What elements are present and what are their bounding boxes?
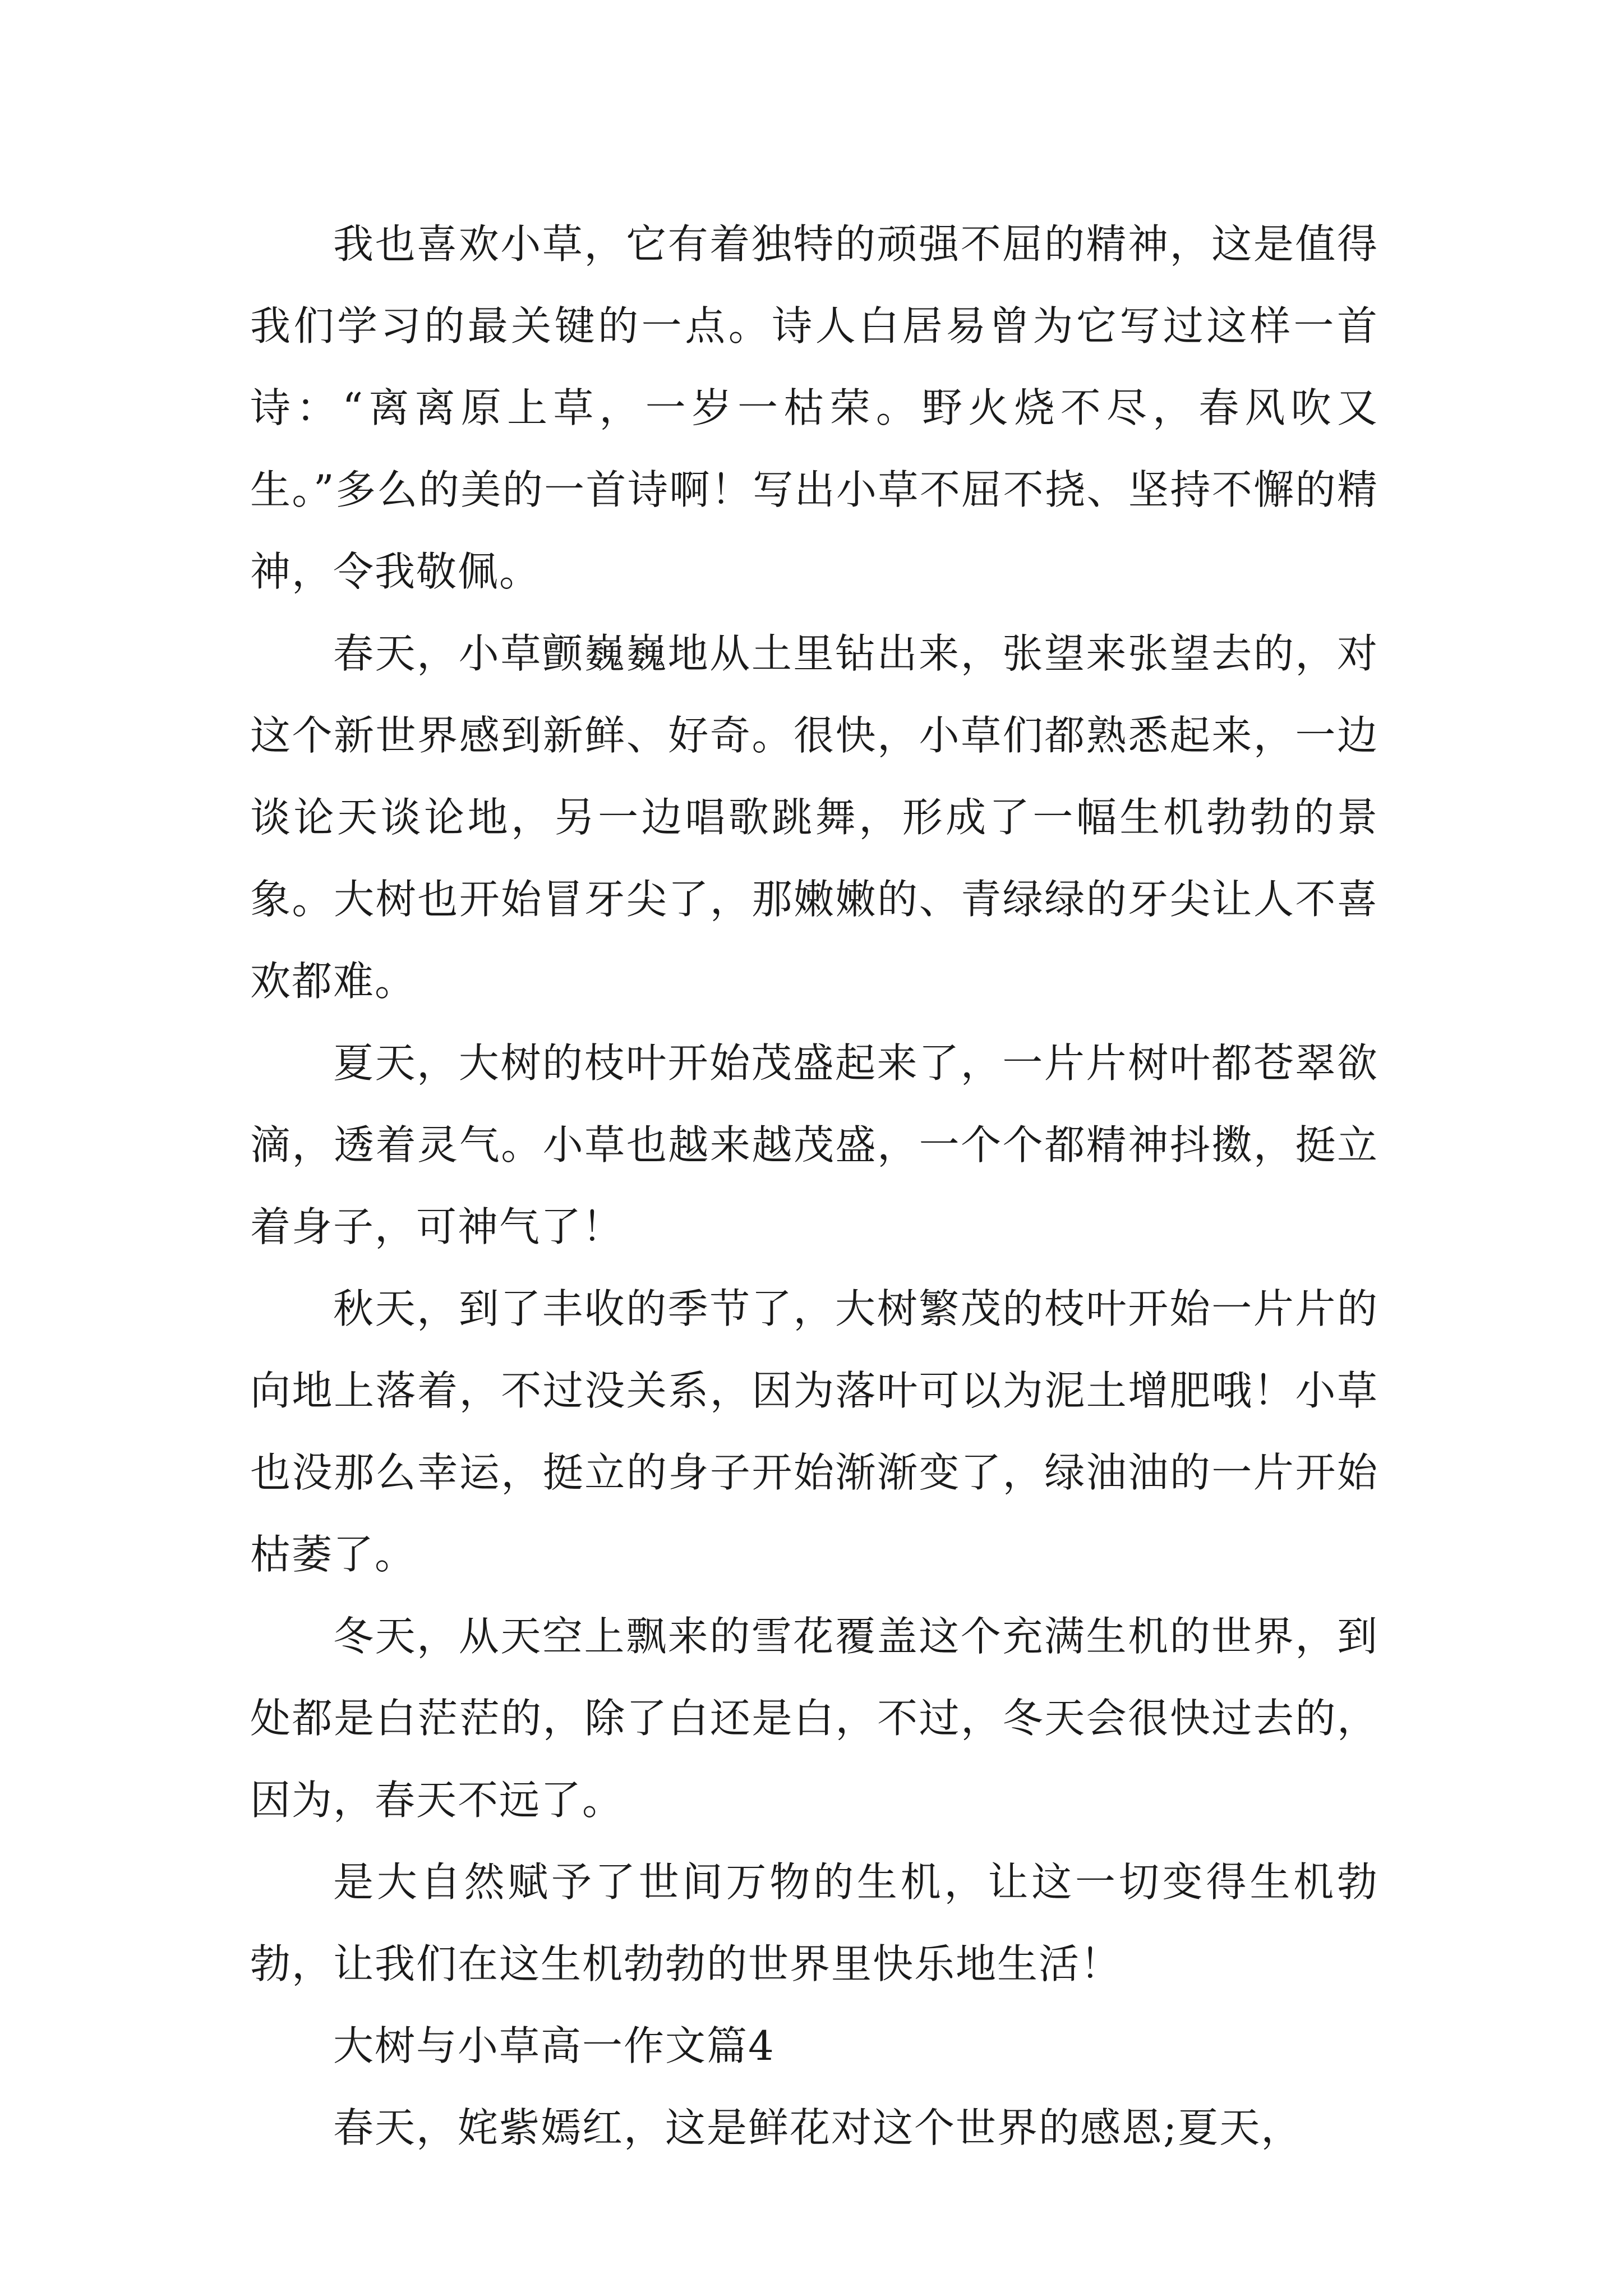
paragraph-3: 夏天，大树的枝叶开始茂盛起来了，一片片树叶都苍翠欲滴，透着灵气。小草也越来越茂盛，一个个都精神抖擞，挺立着身子，可神气了！ [250, 1039, 1378, 1250]
paragraph-6: 是大自然赋予了世间万物的生机，让这一切变得生机勃勃，让我们在这生机勃勃的世界里快乐地生活！ [250, 1858, 1378, 1987]
paragraph-5: 冬天，从天空上飘来的雪花覆盖这个充满生机的世界，到处都是白茫茫的，除了白还是白，不过，冬天会很快过去的，因为，春天不远了。 [250, 1613, 1378, 1824]
paragraph-1: 我也喜欢小草，它有着独特的顽强不屈的精神，这是值得我们学习的最关键的一点。诗人白居易曾为它写过这样一首诗：“离离原上草，一岁一枯荣。野火烧不尽，春风吹又生。”多么的美的一首诗啊！写出小草不屈不挠、坚持不懈的精神，令我敬佩。 [250, 220, 1378, 595]
section-heading: 大树与小草高一作文篇4 [333, 2022, 775, 2069]
paragraph-4: 秋天，到了丰收的季节了，大树繁茂的枝叶开始一片片的向地上落着，不过没关系，因为落叶可以为泥土增肥哦！小草也没那么幸运，挺立的身子开始渐渐变了，绿油油的一片开始枯萎了。 [250, 1285, 1378, 1578]
document-body [250, 203, 1378, 2169]
paragraph-2: 春天，小草颤巍巍地从土里钻出来，张望来张望去的，对这个新世界感到新鲜、好奇。很快，小草们都熟悉起来，一边谈论天谈论地，另一边唱歌跳舞，形成了一幅生机勃勃的景象。大树也开始冒牙尖了，那嫩嫩的、青绿绿的牙尖让人不喜欢都难。 [250, 630, 1378, 1005]
paragraph-7: 春天，姹紫嫣红，这是鲜花对这个世界的感恩;夏天， [333, 2104, 1303, 2151]
